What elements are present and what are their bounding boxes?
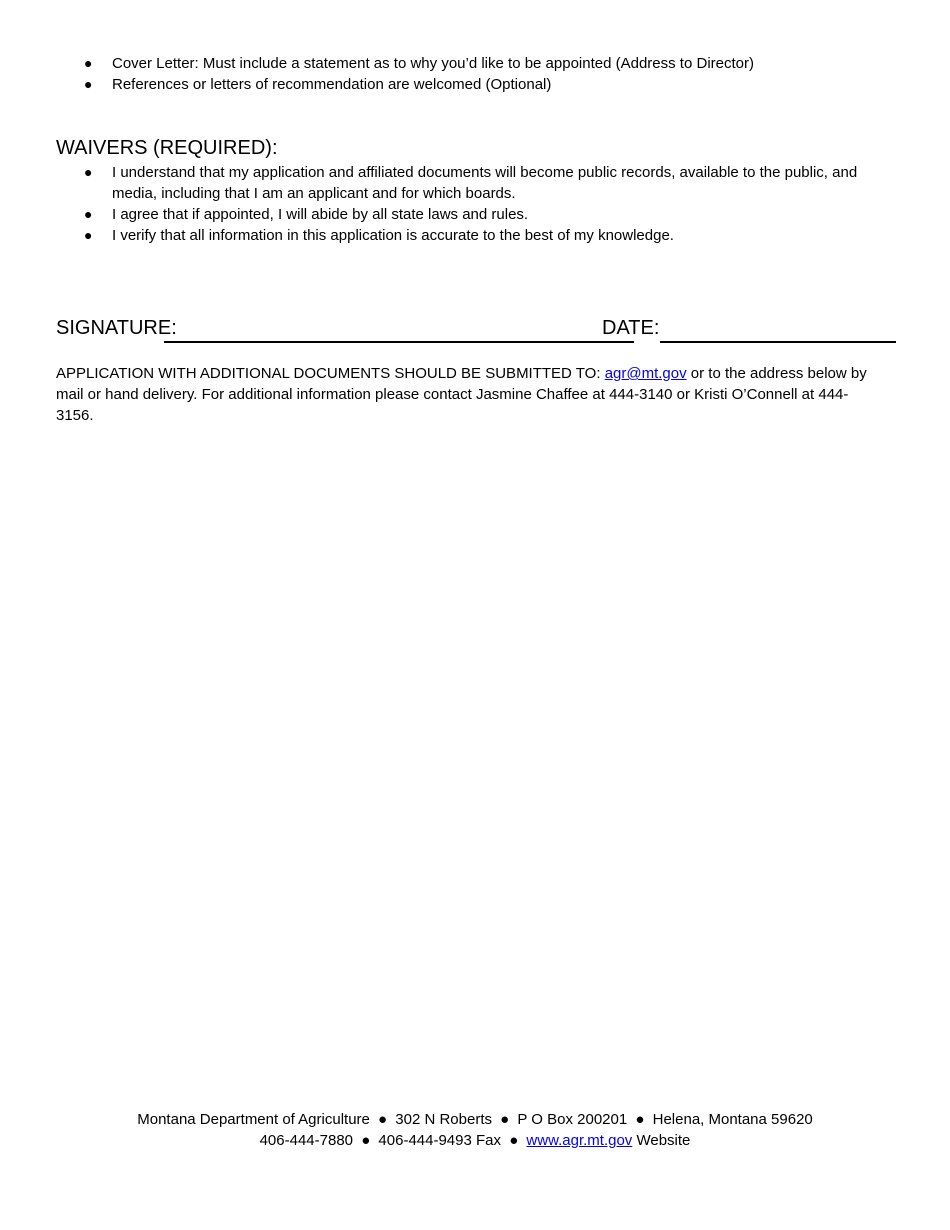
footer (0, 1109, 950, 1151)
separator-dot: ● (509, 1132, 519, 1149)
requirement-cover-letter: Cover Letter: Must include a statement as to why you’d like to be appointed (Address to Director) (112, 55, 754, 72)
signature-row (56, 317, 898, 345)
requirements-list (56, 53, 896, 95)
waiver-accuracy: I verify that all information in this application is accurate to the best of my knowledge. (112, 227, 674, 244)
website-label: Website (636, 1132, 691, 1149)
bullet-icon: ● (84, 76, 93, 92)
signature-line[interactable] (164, 341, 634, 343)
list-item (56, 225, 896, 246)
list-item (56, 74, 896, 95)
bullet-icon: ● (84, 206, 93, 222)
list-item (56, 204, 896, 225)
submission-instructions (56, 363, 876, 426)
bullet-icon: ● (84, 55, 93, 71)
footer-city: Helena, Montana 59620 (652, 1111, 813, 1128)
footer-address-line (0, 1109, 950, 1130)
separator-dot: ● (361, 1132, 371, 1149)
list-item (56, 162, 896, 204)
footer-street: 302 N Roberts (395, 1111, 492, 1128)
footer-fax: 406-444-9493 Fax (378, 1132, 502, 1149)
footer-contact-line (0, 1130, 950, 1151)
date-line[interactable] (660, 341, 896, 343)
bullet-icon: ● (84, 164, 93, 180)
footer-po-box: P O Box 200201 (517, 1111, 628, 1128)
date-label: DATE: (602, 317, 660, 339)
waiver-public-records: I understand that my application and affiliated documents will become public records, available to the public, and media, including that I am an applicant and for which boards. (112, 164, 858, 202)
submission-text-after: or to the address below by mail or hand delivery. For additional information please contact Jasmine Chaffee at 444-3140 or Kristi O’Connell at 444-3156. (56, 365, 867, 424)
separator-dot: ● (378, 1111, 388, 1128)
separator-dot: ● (500, 1111, 510, 1128)
waiver-state-laws: I agree that if appointed, I will abide by all state laws and rules. (112, 206, 529, 223)
footer-org: Montana Department of Agriculture (137, 1111, 370, 1128)
submission-text-before: APPLICATION WITH ADDITIONAL DOCUMENTS SHOULD BE SUBMITTED TO: (56, 365, 605, 382)
website-link[interactable]: www.agr.mt.gov (526, 1132, 633, 1149)
footer-phone: 406-444-7880 (259, 1132, 354, 1149)
bullet-icon: ● (84, 227, 93, 243)
signature-label: SIGNATURE: (56, 317, 177, 339)
waivers-heading: WAIVERS (REQUIRED): (56, 137, 278, 159)
list-item (56, 53, 896, 74)
email-link[interactable]: agr@mt.gov (604, 365, 687, 382)
requirement-references: References or letters of recommendation are welcomed (Optional) (112, 76, 552, 93)
separator-dot: ● (635, 1111, 645, 1128)
waivers-list (56, 162, 896, 246)
